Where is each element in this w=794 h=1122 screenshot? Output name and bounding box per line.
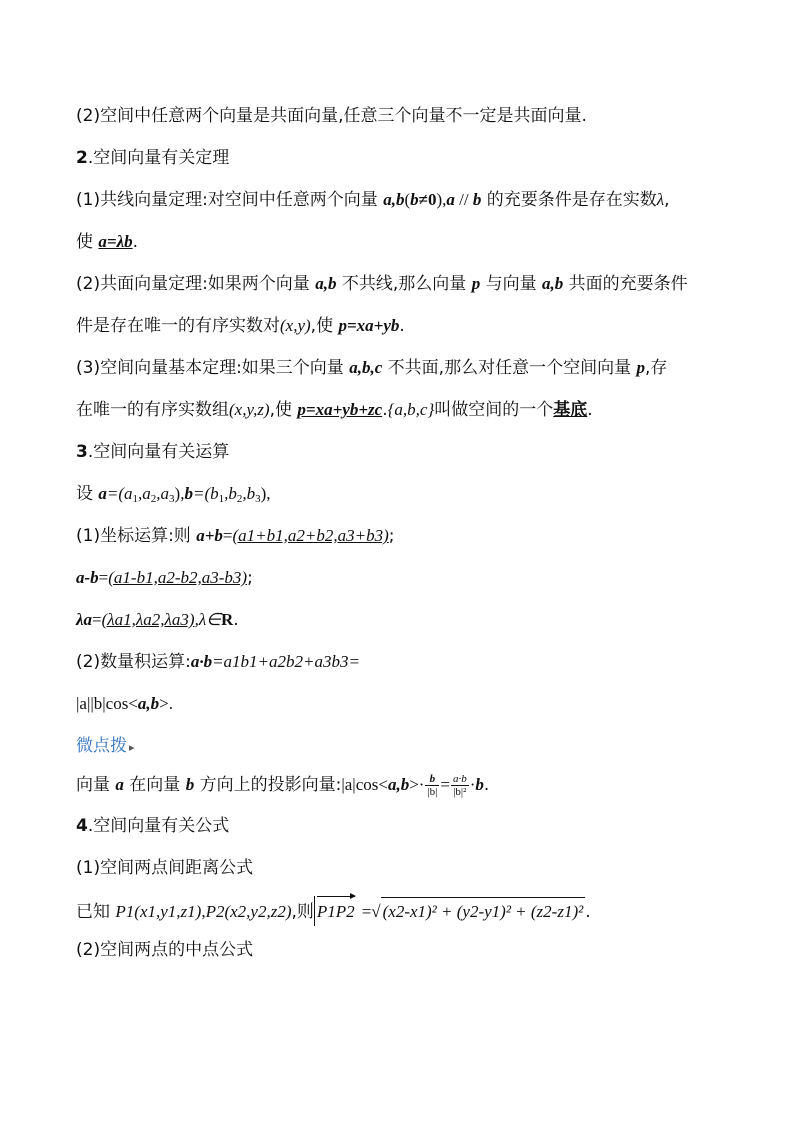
math: >. [159,694,174,713]
fraction [425,773,439,798]
math: ), [260,484,271,503]
math: a [115,775,124,794]
math: , [201,902,206,921]
numerator: b [425,773,439,786]
text: , [664,190,670,210]
section-number: 3 [76,442,88,462]
distance-formula [76,896,591,926]
text: 设 [76,484,99,504]
math: ≠0 [418,190,437,209]
math: b [184,484,193,503]
collinear-theorem-cont [76,230,138,254]
fraction [451,773,469,798]
text: 方向上的投影向量: [194,775,342,795]
text: (1)坐标运算:则 [76,526,197,546]
math: = [98,568,109,587]
answer-basis: 基底 [553,400,588,420]
math: P1(x1,y1,z1) [115,902,202,921]
subscript: 3 [255,493,261,505]
math: =a1b1+a2b2+a3b3= [212,652,360,671]
math: a+b [196,526,223,545]
denominator: |b| [427,785,438,798]
text: (2)空间中任意两个向量是共面向量,任意三个向量不一定是共面向量. [76,106,587,126]
text: 不共线,那么向量 [336,274,472,294]
text: . [585,902,591,922]
projection-vector [76,770,489,800]
text: 共面的充要条件 [563,274,688,294]
math: |a|cos< [341,775,388,794]
math: λ [656,190,665,209]
text: . [483,775,490,795]
coordinate-op-sum [76,524,394,548]
text: ,存 [644,358,668,378]
math: ), [174,484,185,503]
section-heading-2 [76,146,229,170]
math: {a,b,c} [387,400,435,419]
radicand: (x2-x1)² + (y2-y1)² + (z2-z1)² [381,897,586,926]
dot-product-cont [76,692,173,716]
math: P2(x2,y2,z2) [205,902,292,921]
text: 与向量 [480,274,542,294]
hint-title: 微点拨 [76,736,127,756]
math: b [410,190,419,209]
math: ), [436,190,447,209]
text: (2)共面向量定理:如果两个向量 [76,274,316,294]
math: a,b [137,694,160,713]
dot-product [76,650,360,674]
text: . [382,400,388,420]
subscript: 1 [218,493,225,505]
math: · [469,775,476,794]
subscript: 2 [150,493,157,505]
math: // [454,190,473,209]
vector-arrow: P1P2 [317,896,355,926]
section-heading-4 [76,814,229,838]
math: p [471,274,481,293]
text: . [132,232,139,252]
math: (x,y) [280,316,311,335]
math-answer: p=xa+yb+zc [297,400,383,419]
math: a,b,c [349,358,383,377]
text: 在向量 [123,775,186,795]
math: = [92,610,102,629]
text: ,使 [310,316,339,336]
math-answer: (a1+b1,a2+b2,a3+b3) [232,526,389,545]
basis-theorem-cont [76,398,593,422]
text: (1)共线向量定理:对空间中任意两个向量 [76,190,384,210]
math: =(a [106,484,133,503]
math: |a||b|cos< [76,694,138,713]
text: ,使 [269,400,298,420]
vector-definition [76,482,271,506]
math: a·b [190,652,213,671]
math: ( [404,190,411,209]
text: (1)空间两点间距离公式 [76,858,254,878]
text: ; [247,568,253,588]
text: . [233,610,239,630]
triangle-arrow-icon: ▸ [129,741,135,754]
text: ; [388,526,395,546]
text: 件是存在唯一的有序实数对 [76,316,280,336]
paragraph-coplanar-note [76,104,587,128]
section-number: 2 [76,148,88,168]
math: = [440,775,450,794]
text: 向量 [76,775,116,795]
text: . [587,400,593,420]
section-title: .空间向量有关公式 [87,816,230,836]
section-heading-3 [76,440,229,464]
coordinate-op-diff [76,566,253,590]
math: >· [409,775,425,794]
math: a-b [76,568,99,587]
math: ,b [224,484,237,503]
math: a,b [542,274,564,293]
math: a,b [383,190,405,209]
math: a [446,190,455,209]
math: ,λ∈ [194,610,221,629]
math: =(b [192,484,219,503]
text: 已知 [76,902,116,922]
math: ,a [138,484,151,503]
text: . [399,316,405,336]
math: ,a [156,484,170,503]
section-number: 4 [76,816,88,836]
coplanar-theorem [76,272,688,296]
text: 使 [76,232,99,252]
math: R [220,610,234,629]
math: a,b [387,775,410,794]
text: 在唯一的有序实数组 [76,400,229,420]
subscript: 3 [169,493,175,505]
math: = [222,526,233,545]
subscript: 2 [236,493,243,505]
text: 叫做空间的一个 [434,400,554,420]
text: (2)空间两点的中点公式 [76,940,254,960]
math: p=xa+yb [338,316,400,335]
section-title: .空间向量有关运算 [87,442,230,462]
text: ,则 [291,902,314,922]
subscript: 1 [132,493,139,505]
math-answer: (a1-b1,a2-b2,a3-b3) [108,568,248,587]
math: b [185,775,195,794]
midpoint-formula-heading [76,938,253,962]
coordinate-op-scalar [76,608,239,632]
numerator: a·b [452,772,467,785]
math: b [472,190,482,209]
math: λa [76,610,93,629]
math: b [475,775,484,794]
math: (x,y,z) [229,400,270,419]
coplanar-theorem-cont [76,314,405,338]
distance-formula-heading [76,856,253,880]
text: 不共面,那么对任意一个空间向量 [382,358,637,378]
math: ,b [242,484,256,503]
section-title: .空间向量有关定理 [87,148,230,168]
math: a,b [315,274,337,293]
basis-theorem [76,356,667,380]
math-answer: a=λb [98,232,133,251]
hint-label [76,734,135,760]
norm-bar [314,896,357,926]
collinear-theorem [76,188,670,212]
text: (3)空间向量基本定理:如果三个向量 [76,358,350,378]
math: a [98,484,107,503]
math-answer: (λa1,λa2,λa3) [101,610,195,629]
text: 的充要条件是存在实数 [481,190,657,210]
denominator: |b|² [453,785,467,798]
text: (2)数量积运算: [76,652,191,672]
math: =√ [361,902,381,921]
math: p [636,358,645,377]
